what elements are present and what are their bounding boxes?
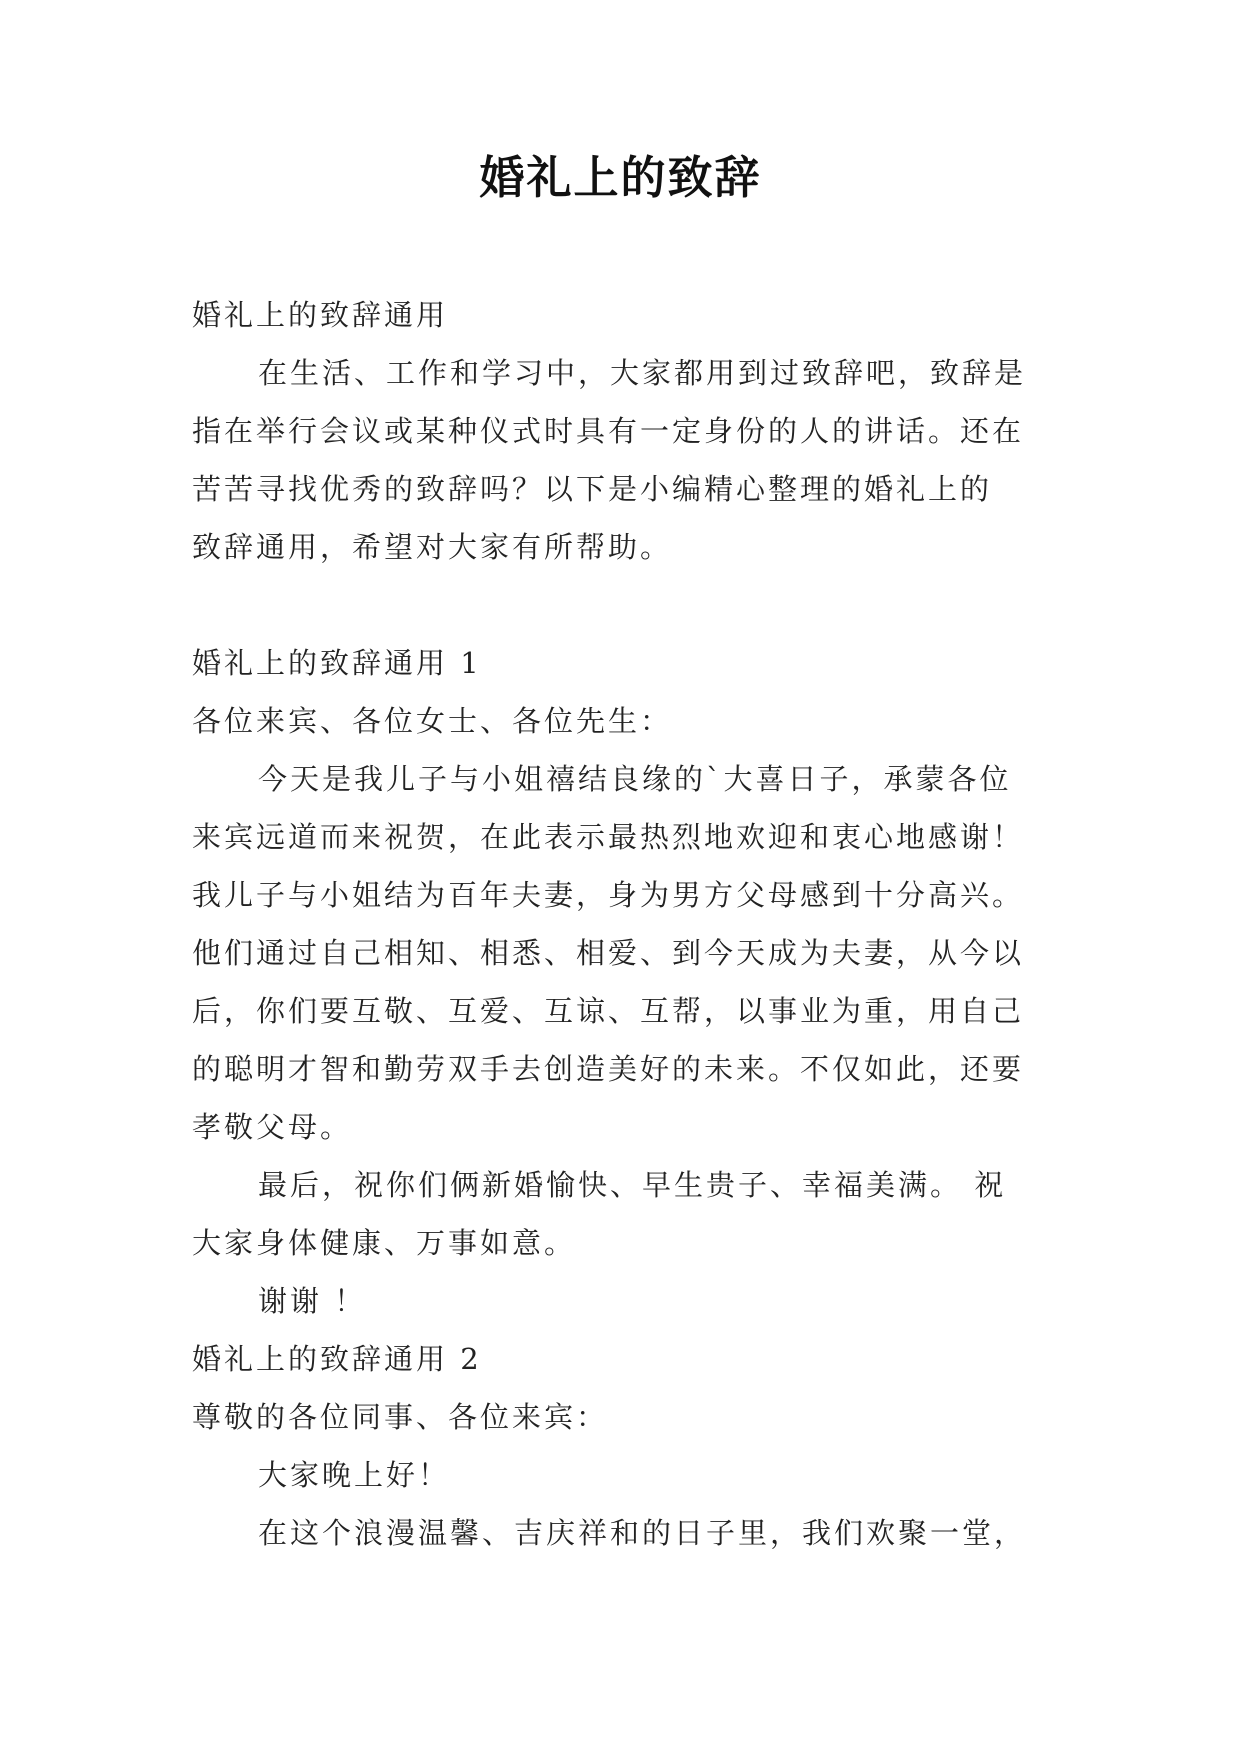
salutation: 尊敬的各位同事、各位来宾： (192, 1400, 609, 1434)
closing-line: 谢谢 ！ (258, 1284, 367, 1318)
paragraph-line: 后，你们要互敬、互爱、互谅、互帮，以事业为重，用自己 (192, 994, 1025, 1028)
paragraph-line: 在生活、工作和学习中，大家都用到过致辞吧，致辞是 (258, 356, 1027, 390)
document-body (192, 286, 1072, 1562)
paragraph-line: 今天是我儿子与小姐禧结良缘的`大喜日子，承蒙各位 (258, 762, 1012, 796)
paragraph-line: 在这个浪漫温馨、吉庆祥和的日子里，我们欢聚一堂， (258, 1516, 1027, 1550)
section-heading: 婚礼上的致辞通用 2 (192, 1342, 482, 1376)
paragraph-line: 大家身体健康、万事如意。 (192, 1226, 577, 1260)
paragraph-line: 指在举行会议或某种仪式时具有一定身份的人的讲话。还在 (192, 414, 1025, 448)
document-title: 婚礼上的致辞 (479, 151, 762, 204)
paragraph-line: 致辞通用，希望对大家有所帮助。 (192, 530, 673, 564)
salutation: 各位来宾、各位女士、各位先生： (192, 704, 673, 738)
section-heading: 婚礼上的致辞通用 (192, 298, 449, 332)
paragraph-line: 最后，祝你们俩新婚愉快、早生贵子、幸福美满。 祝 (258, 1168, 1007, 1202)
greeting-line: 大家晚上好！ (258, 1458, 451, 1492)
section-heading: 婚礼上的致辞通用 1 (192, 646, 482, 680)
paragraph-line: 我儿子与小姐结为百年夫妻，身为男方父母感到十分高兴。 (192, 878, 1025, 912)
paragraph-line: 来宾远道而来祝贺，在此表示最热烈地欢迎和衷心地感谢！ (192, 820, 1025, 854)
paragraph-line: 的聪明才智和勤劳双手去创造美好的未来。不仅如此，还要 (192, 1052, 1025, 1086)
paragraph-line: 孝敬父母。 (192, 1110, 353, 1144)
paragraph-line: 苦苦寻找优秀的致辞吗？以下是小编精心整理的婚礼上的 (192, 472, 993, 506)
paragraph-line: 他们通过自己相知、相悉、相爱、到今天成为夫妻，从今以 (192, 936, 1025, 970)
blank-line (192, 576, 1072, 634)
